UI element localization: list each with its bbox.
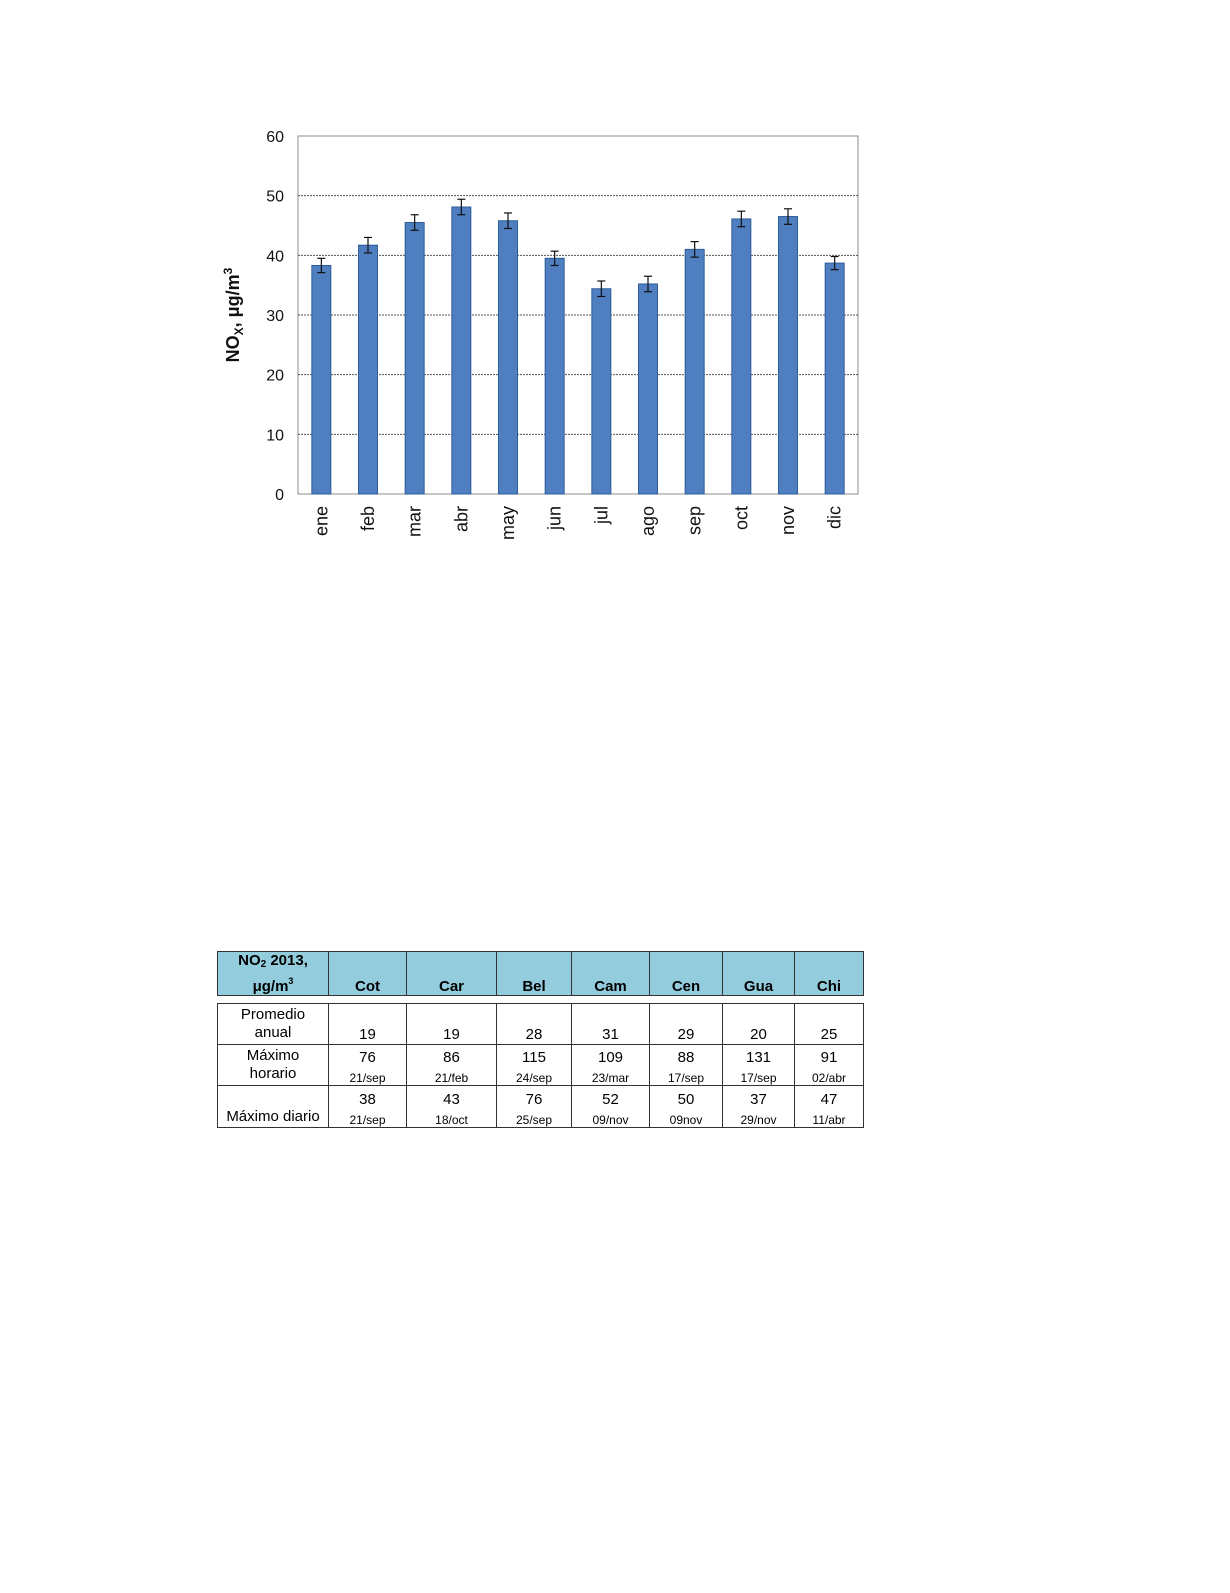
cell-value: 38 bbox=[359, 1091, 376, 1108]
corner-subscript: 2 bbox=[260, 959, 267, 970]
cell-value: 131 bbox=[745, 1049, 772, 1066]
cell-value: 43 bbox=[443, 1091, 460, 1108]
x-tick-label: jun bbox=[544, 506, 565, 531]
table-cell bbox=[572, 1086, 650, 1128]
cell-value: 115 bbox=[522, 1049, 546, 1066]
table-cell bbox=[650, 1004, 723, 1045]
cell-date: 23/mar bbox=[591, 1071, 630, 1085]
table-corner-header bbox=[218, 952, 329, 996]
cell-value: 88 bbox=[677, 1049, 695, 1066]
bar-feb bbox=[359, 245, 378, 494]
x-tick-label: abr bbox=[451, 506, 472, 533]
bar-abr bbox=[452, 207, 471, 494]
bar-nov bbox=[779, 217, 798, 494]
nox-monthly-bar-chart bbox=[215, 120, 875, 560]
cell-date: 02/abr bbox=[811, 1071, 847, 1085]
row-label-line1: Máximo diario bbox=[226, 1108, 320, 1125]
cell-value: 91 bbox=[820, 1049, 838, 1066]
cell-value: 20 bbox=[750, 1026, 767, 1043]
table-cell bbox=[572, 1004, 650, 1045]
x-tick-label: ago bbox=[638, 506, 658, 537]
corner-year-label: 2013, bbox=[266, 952, 308, 969]
cell-value: 19 bbox=[359, 1026, 376, 1043]
table-row-maximo-diario bbox=[218, 1086, 864, 1128]
y-tick-label: 0 bbox=[275, 487, 284, 504]
column-header-cen: Cen bbox=[650, 952, 723, 996]
table-cell bbox=[795, 1045, 864, 1086]
bar-oct bbox=[732, 219, 751, 494]
table-cell bbox=[650, 1086, 723, 1128]
corner-no-label: NO bbox=[238, 952, 261, 969]
chart-canvas bbox=[215, 120, 875, 560]
x-tick-label: dic bbox=[824, 506, 845, 530]
y-tick-label: 60 bbox=[266, 129, 284, 146]
table-cell bbox=[795, 1086, 864, 1128]
y-axis-label: $NO_X$, $\mu g/m^3$ bbox=[221, 267, 246, 363]
cell-date: 17/sep bbox=[667, 1071, 705, 1085]
table-row-promedio-anual bbox=[218, 1004, 864, 1045]
y-tick-label: 50 bbox=[266, 188, 284, 206]
table-cell bbox=[723, 1004, 795, 1045]
cell-date: 24/sep bbox=[515, 1071, 553, 1085]
table-cell bbox=[407, 1004, 497, 1045]
table-row-maximo-horario bbox=[218, 1045, 864, 1086]
row-label-line1: Promedio bbox=[240, 1006, 306, 1023]
row-label-maximo-diario bbox=[218, 1086, 329, 1128]
bar-ene bbox=[312, 265, 331, 494]
cell-value: 31 bbox=[602, 1026, 619, 1043]
column-header-chi: Chi bbox=[795, 952, 864, 996]
bar-mar bbox=[405, 223, 424, 494]
cell-date: 09/nov bbox=[592, 1113, 629, 1127]
cell-value: 52 bbox=[602, 1091, 619, 1108]
y-tick-label: 20 bbox=[266, 367, 284, 385]
table-cell bbox=[497, 1045, 572, 1086]
column-header-car: Car bbox=[407, 952, 497, 996]
row-label-promedio-anual bbox=[218, 1004, 329, 1045]
cell-value: 29 bbox=[677, 1026, 695, 1043]
row-label-line2: horario bbox=[249, 1065, 297, 1082]
table-cell bbox=[723, 1045, 795, 1086]
cell-date: 18/oct bbox=[435, 1113, 468, 1127]
cell-date: 21/sep bbox=[349, 1113, 386, 1127]
column-header-cot: Cot bbox=[329, 952, 407, 996]
bar-ago bbox=[639, 284, 658, 494]
column-header-cam: Cam bbox=[572, 952, 650, 996]
y-tick-label: 10 bbox=[266, 427, 284, 445]
cell-value: 50 bbox=[677, 1091, 695, 1108]
row-label-line1: Máximo bbox=[246, 1047, 300, 1064]
cell-value: 76 bbox=[359, 1049, 376, 1066]
cell-value: 19 bbox=[443, 1026, 460, 1043]
x-tick-label: mar bbox=[404, 506, 425, 537]
y-tick-label: 30 bbox=[266, 308, 284, 325]
table-cell bbox=[572, 1045, 650, 1086]
table-cell bbox=[497, 1004, 572, 1045]
table-cell bbox=[723, 1086, 795, 1128]
table-cell bbox=[407, 1045, 497, 1086]
cell-value: 109 bbox=[597, 1049, 624, 1066]
y-tick-label: 40 bbox=[266, 248, 284, 266]
no2-statistics-table bbox=[217, 951, 864, 1128]
cell-value: 76 bbox=[525, 1091, 543, 1108]
cell-date: 11/abr bbox=[812, 1113, 846, 1127]
table-cell bbox=[329, 1086, 407, 1128]
table-cell bbox=[329, 1004, 407, 1045]
bar-dic bbox=[825, 263, 844, 494]
x-tick-label: jul bbox=[591, 506, 612, 525]
x-tick-label: may bbox=[498, 506, 518, 541]
cell-value: 86 bbox=[443, 1049, 460, 1066]
row-label-line2: anual bbox=[254, 1024, 292, 1041]
cell-value: 47 bbox=[820, 1091, 838, 1108]
cell-value: 28 bbox=[525, 1026, 543, 1043]
bar-may bbox=[499, 221, 518, 494]
table-cell bbox=[407, 1086, 497, 1128]
column-header-gua: Gua bbox=[723, 952, 795, 996]
cell-value: 25 bbox=[820, 1026, 838, 1043]
table-spacer bbox=[218, 996, 864, 1004]
cell-date: 29/nov bbox=[740, 1113, 777, 1127]
table-cell bbox=[650, 1045, 723, 1086]
corner-superscript: 3 bbox=[288, 976, 294, 986]
cell-date: 21/feb bbox=[434, 1071, 469, 1085]
x-tick-label: sep bbox=[684, 506, 705, 536]
x-tick-label: nov bbox=[778, 506, 798, 536]
bar-jul bbox=[592, 289, 611, 494]
row-label-maximo-horario bbox=[218, 1045, 329, 1086]
corner-unit-label: μg/m bbox=[252, 978, 289, 995]
bar-jun bbox=[545, 258, 564, 494]
table-cell bbox=[795, 1004, 864, 1045]
bar-sep bbox=[685, 249, 704, 494]
table-cell bbox=[329, 1045, 407, 1086]
cell-value: 37 bbox=[750, 1091, 767, 1108]
cell-date: 09nov bbox=[669, 1113, 703, 1127]
table-header-row bbox=[218, 952, 864, 996]
table-cell bbox=[497, 1086, 572, 1128]
cell-date: 17/sep bbox=[740, 1071, 777, 1085]
x-tick-label: ene bbox=[311, 506, 332, 537]
cell-date: 21/sep bbox=[349, 1071, 386, 1085]
cell-date: 25/sep bbox=[515, 1113, 553, 1127]
table-spacer-row bbox=[218, 996, 864, 1004]
x-tick-label: oct bbox=[731, 506, 752, 531]
x-tick-label: feb bbox=[358, 506, 378, 532]
column-header-bel: Bel bbox=[497, 952, 572, 996]
